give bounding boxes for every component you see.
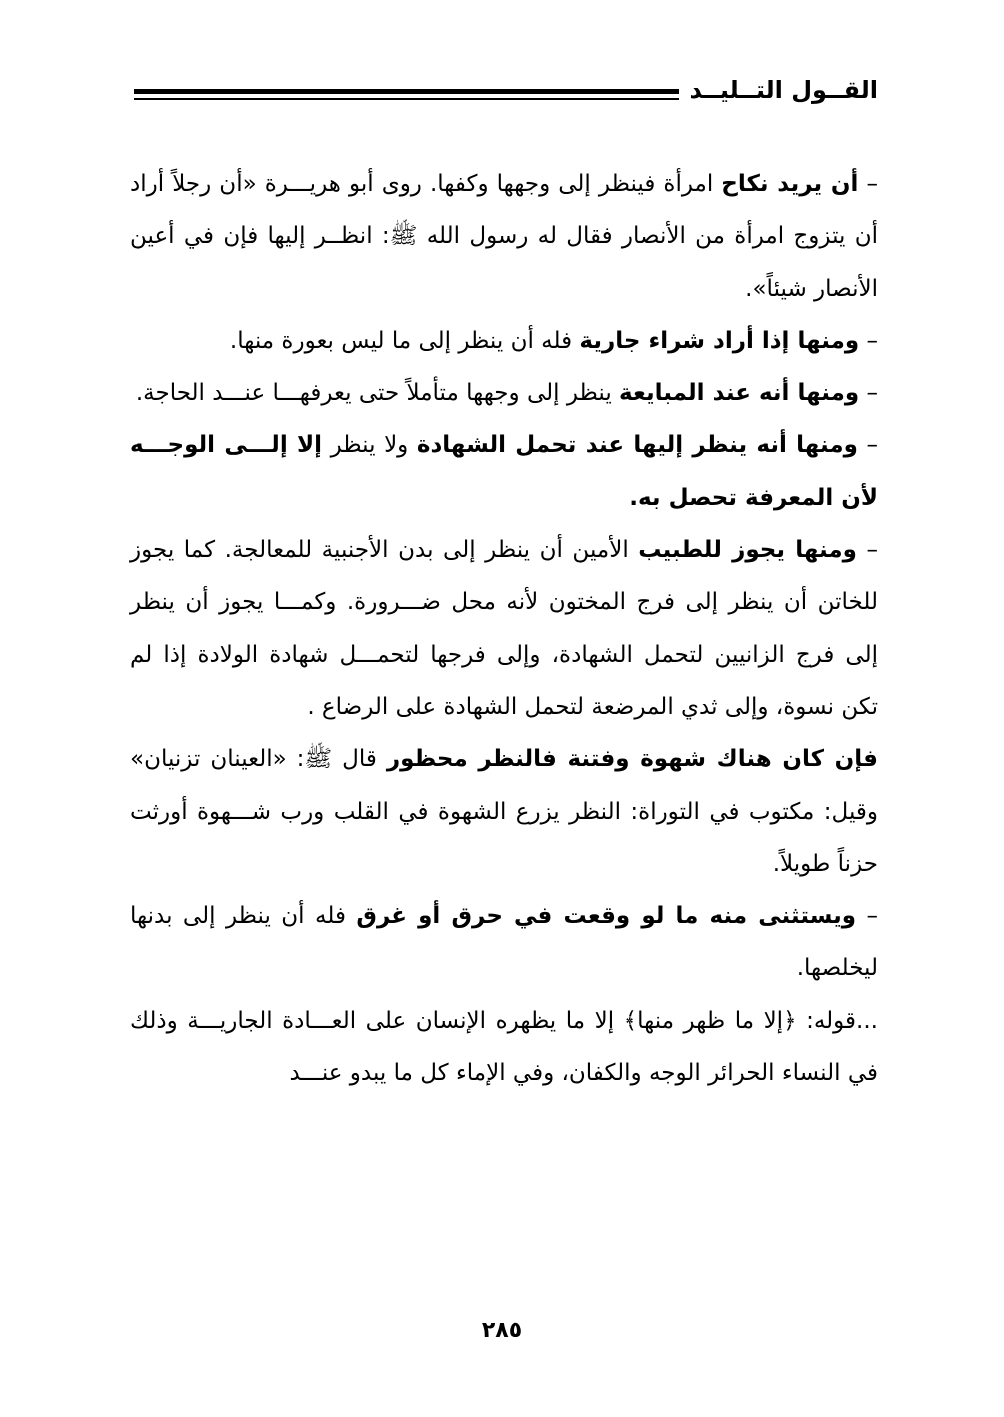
paragraph-trade: – ومنها أنه عند المبايعة ينظر إلى وجهها متأملاً حتى يعرفهـــا عنـــد الحاجة. — [135, 380, 878, 407]
paragraph-desire: فإن كان هناك شهوة وفتنة فالنظر محظور قال ﷺ: «العينان تزنيان» وقيل: مكتوب في التوراة: النظر يزرع الشهوة في القلب ورب شـــهوة أورثت حزناً طويلاً. — [130, 746, 878, 877]
paragraph-exception: – ويستثنى منه ما لو وقعت في حرق أو غرق فله أن ينظر إلى بدنها ليخلصها. — [130, 903, 878, 982]
paragraph-marriage-viewing: – أن يريد نكاح امرأة فينظر إلى وجهها وكفها. روى أبو هريـــرة «أن رجلاً أراد أن يتزوج امرأة من الأنصار فقال له رسول الله ﷺ: انظــر إليها فإن في أعين الأنصار شيئاً». — [130, 171, 879, 302]
paragraph-physician: – ومنها يجوز للطبيب الأمين أن ينظر إلى بدن الأجنبية للمعالجة. كما يجوز للخاتن أن ينظر إلى فرج المختون لأنه محل ضـــرورة. وكمـــا يجوز أن ينظر إلى فرج الزانيين لتحمل الشهادة، وإلى فرجها لتحمـــل شهادة الولادة إذا لم تكن نسوة، وإلى ثدي المرضعة لتحمل الشهادة على الرضاع . — [130, 537, 879, 720]
header-rule-thin — [134, 98, 679, 100]
header-title: القــول التــليــد — [689, 76, 878, 104]
paragraph-quran-verse: ...قوله: ﴿إلا ما ظهر منها﴾ إلا ما يظهره الإنسان على العـــادة الجاريـــة وذلك في النساء الحرائر الوجه والكفان، وفي الإماء كل ما يبدو عنـــد — [130, 1007, 878, 1087]
header-rule-thick — [134, 89, 679, 94]
paragraph-buying-slave: – ومنها إذا أراد شراء جارية فله أن ينظر إلى ما ليس بعورة منها. — [229, 327, 878, 354]
paragraph-testimony: – ومنها أنه ينظر إليها عند تحمل الشهادة ولا ينظر إلا إلـــى الوجـــه لأن المعرفة تحصل به. — [130, 432, 878, 511]
running-header — [128, 70, 878, 110]
page-number: ٢٨٥ — [481, 1318, 523, 1343]
body-text — [130, 158, 878, 1099]
